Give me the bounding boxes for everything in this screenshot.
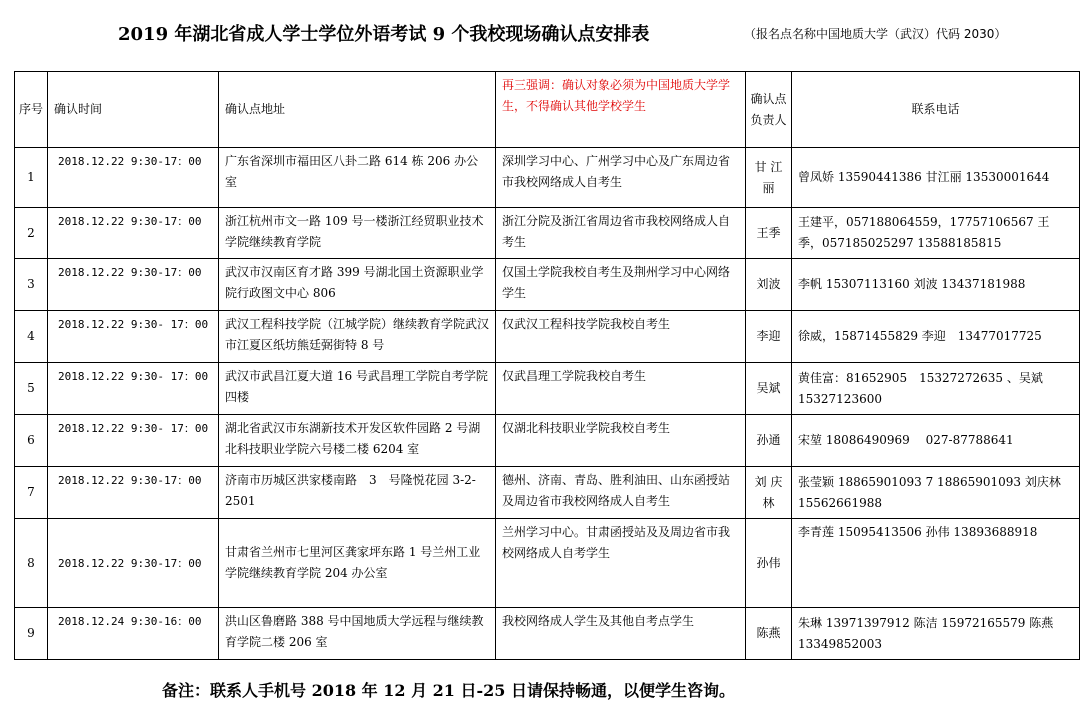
row-phone: 宋堃 18086490969 027-87788641	[792, 415, 1080, 467]
table-row	[15, 208, 1080, 259]
row-scope: 仅武汉工程科技学院我校自考生	[496, 311, 746, 363]
header-phone: 联系电话	[792, 72, 1080, 148]
row-time: 2018.12.24 9:30-16：00	[48, 608, 219, 660]
row-address: 广东省深圳市福田区八卦二路 614 栋 206 办公室	[219, 148, 496, 208]
table-row	[15, 608, 1080, 660]
row-time: 2018.12.22 9:30-17：00	[48, 467, 219, 519]
row-person: 孙通	[746, 415, 792, 467]
row-person: 陈燕	[746, 608, 792, 660]
row-scope: 仅武昌理工学院我校自考生	[496, 363, 746, 415]
row-address: 武汉工程科技学院（江城学院）继续教育学院武汉市江夏区纸坊熊廷弼街特 8 号	[219, 311, 496, 363]
header-row	[15, 72, 1080, 148]
page-title: 2019 年湖北省成人学士学位外语考试 9 个我校现场确认点安排表	[118, 24, 650, 45]
row-person: 刘 庆林	[746, 467, 792, 519]
row-scope: 仅湖北科技职业学院我校自考生	[496, 415, 746, 467]
row-time: 2018.12.22 9:30- 17：00	[48, 415, 219, 467]
row-address: 洪山区鲁磨路 388 号中国地质大学远程与继续教育学院二楼 206 室	[219, 608, 496, 660]
row-number: 5	[15, 363, 48, 415]
row-scope: 兰州学习中心。甘肃函授站及及周边省市我校网络成人自考学生	[496, 519, 746, 608]
row-person: 甘 江丽	[746, 148, 792, 208]
row-time: 2018.12.22 9:30-17：00	[48, 259, 219, 311]
table-row	[15, 148, 1080, 208]
row-time: 2018.12.22 9:30-17：00	[48, 519, 219, 608]
row-number: 1	[15, 148, 48, 208]
row-phone: 徐威，15871455829 李迎 13477017725	[792, 311, 1080, 363]
row-phone: 曾凤娇 13590441386 甘江丽 13530001644	[792, 148, 1080, 208]
row-time: 2018.12.22 9:30- 17：00	[48, 311, 219, 363]
table-row	[15, 259, 1080, 311]
footer-note: 备注：联系人手机号 2018 年 12 月 21 日-25 日请保持畅通，以便学生咨询。	[162, 681, 735, 700]
row-number: 6	[15, 415, 48, 467]
header-address: 确认点地址	[219, 72, 496, 148]
row-scope: 深圳学习中心、广州学习中心及广东周边省市我校网络成人自考生	[496, 148, 746, 208]
table-row	[15, 519, 1080, 608]
row-number: 3	[15, 259, 48, 311]
table-row	[15, 467, 1080, 519]
row-address: 浙江杭州市文一路 109 号一楼浙江经贸职业技术学院继续教育学院	[219, 208, 496, 259]
row-number: 8	[15, 519, 48, 608]
row-number: 7	[15, 467, 48, 519]
title-row	[0, 20, 1092, 50]
table-row	[15, 363, 1080, 415]
row-time: 2018.12.22 9:30- 17：00	[48, 363, 219, 415]
row-person: 刘波	[746, 259, 792, 311]
header-responsible: 确认点负责人	[746, 72, 792, 148]
row-phone: 王建平，057188064559，17757106567 王季，057185025297 13588185815	[792, 208, 1080, 259]
row-address: 济南市历城区洪家楼南路 3 号隆悦花园 3-2-2501	[219, 467, 496, 519]
row-scope: 浙江分院及浙江省周边省市我校网络成人自考生	[496, 208, 746, 259]
row-phone: 朱琳 13971397912 陈洁 15972165579 陈燕 13349852003	[792, 608, 1080, 660]
row-scope: 我校网络成人学生及其他自考点学生	[496, 608, 746, 660]
table-row	[15, 311, 1080, 363]
row-person: 李迎	[746, 311, 792, 363]
row-person: 吴斌	[746, 363, 792, 415]
row-address: 甘肃省兰州市七里河区龚家坪东路 1 号兰州工业学院继续教育学院 204 办公室	[219, 519, 496, 608]
row-phone: 李青莲 15095413506 孙伟 13893688918	[792, 519, 1080, 608]
table-row	[15, 415, 1080, 467]
row-phone: 黄佳富：81652905 15327272635 、吴斌 15327123600	[792, 363, 1080, 415]
row-phone: 李帆 15307113160 刘波 13437181988	[792, 259, 1080, 311]
schedule-table	[14, 71, 1080, 660]
row-address: 武汉市武昌江夏大道 16 号武昌理工学院自考学院四楼	[219, 363, 496, 415]
row-phone: 张莹颖 18865901093 7 18865901093 刘庆林 15562661988	[792, 467, 1080, 519]
row-number: 2	[15, 208, 48, 259]
row-address: 湖北省武汉市东湖新技术开发区软件园路 2 号湖北科技职业学院六号楼二楼 6204 室	[219, 415, 496, 467]
row-address: 武汉市汉南区育才路 399 号湖北国土资源职业学院行政图文中心 806	[219, 259, 496, 311]
header-seq: 序号	[15, 72, 48, 148]
row-person: 王季	[746, 208, 792, 259]
header-time: 确认时间	[48, 72, 219, 148]
page-subtitle: （报名点名称中国地质大学（武汉）代码 2030）	[744, 27, 1007, 41]
row-person: 孙伟	[746, 519, 792, 608]
row-scope: 仅国土学院我校自考生及荆州学习中心网络学生	[496, 259, 746, 311]
row-time: 2018.12.22 9:30-17：00	[48, 208, 219, 259]
row-time: 2018.12.22 9:30-17：00	[48, 148, 219, 208]
row-number: 9	[15, 608, 48, 660]
row-scope: 德州、济南、青岛、胜利油田、山东函授站及周边省市我校网络成人自考生	[496, 467, 746, 519]
row-number: 4	[15, 311, 48, 363]
header-scope-note: 再三强调：确认对象必须为中国地质大学学生，不得确认其他学校学生	[496, 72, 746, 148]
